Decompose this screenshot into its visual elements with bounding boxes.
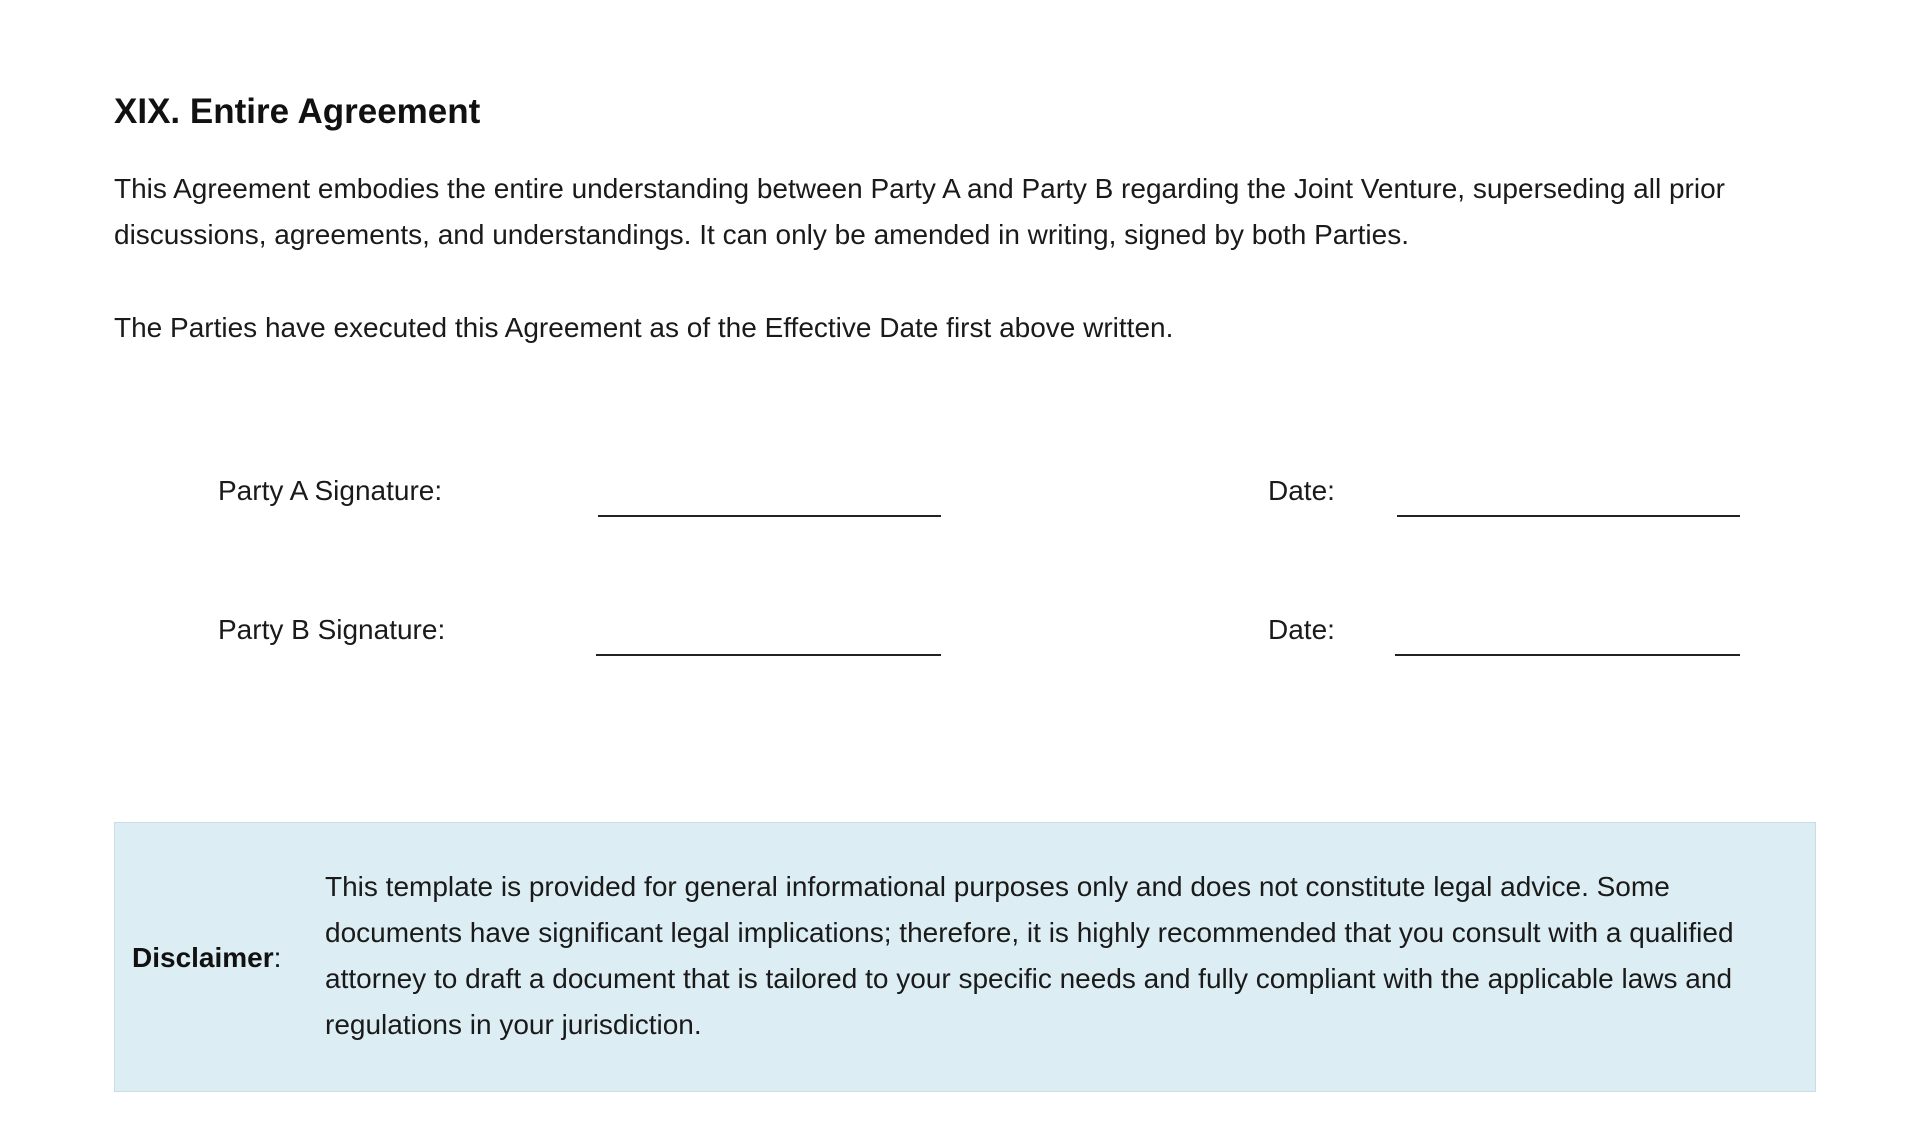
party-b-signature-label: Party B Signature:	[218, 614, 446, 645]
disclaimer-text: This template is provided for general informational purposes only and does not constitute legal advice. Some documents have significant legal implications; therefore, it is highly recommended that you consult with a qualified attorney to draft a document that is tailored to your specific needs and fully compliant with the applicable laws and regulations in your jurisdiction.	[325, 871, 1734, 1040]
entire-agreement-paragraph: This Agreement embodies the entire understanding between Party A and Party B regarding the Joint Venture, superseding all prior discussions, agreements, and understandings. It can only be amended in writing, signed by both Parties.	[114, 173, 1725, 250]
party-b-signature-line[interactable]	[596, 654, 941, 656]
party-b-date-line[interactable]	[1395, 654, 1740, 656]
party-a-signature-label: Party A Signature:	[218, 475, 443, 506]
party-a-date-label: Date:	[1268, 475, 1335, 506]
party-b-date-label: Date:	[1268, 614, 1335, 645]
execution-paragraph: The Parties have executed this Agreement as of the Effective Date first above written.	[114, 312, 1174, 343]
disclaimer-box	[114, 822, 1816, 1092]
disclaimer-label-text: Disclaimer	[132, 942, 274, 973]
disclaimer-label-colon: :	[273, 942, 282, 973]
disclaimer-label	[132, 938, 281, 978]
party-a-date-line[interactable]	[1397, 515, 1740, 517]
party-a-signature-line[interactable]	[598, 515, 941, 517]
document-page	[114, 0, 1818, 1145]
section-title: XIX. Entire Agreement	[114, 92, 481, 131]
